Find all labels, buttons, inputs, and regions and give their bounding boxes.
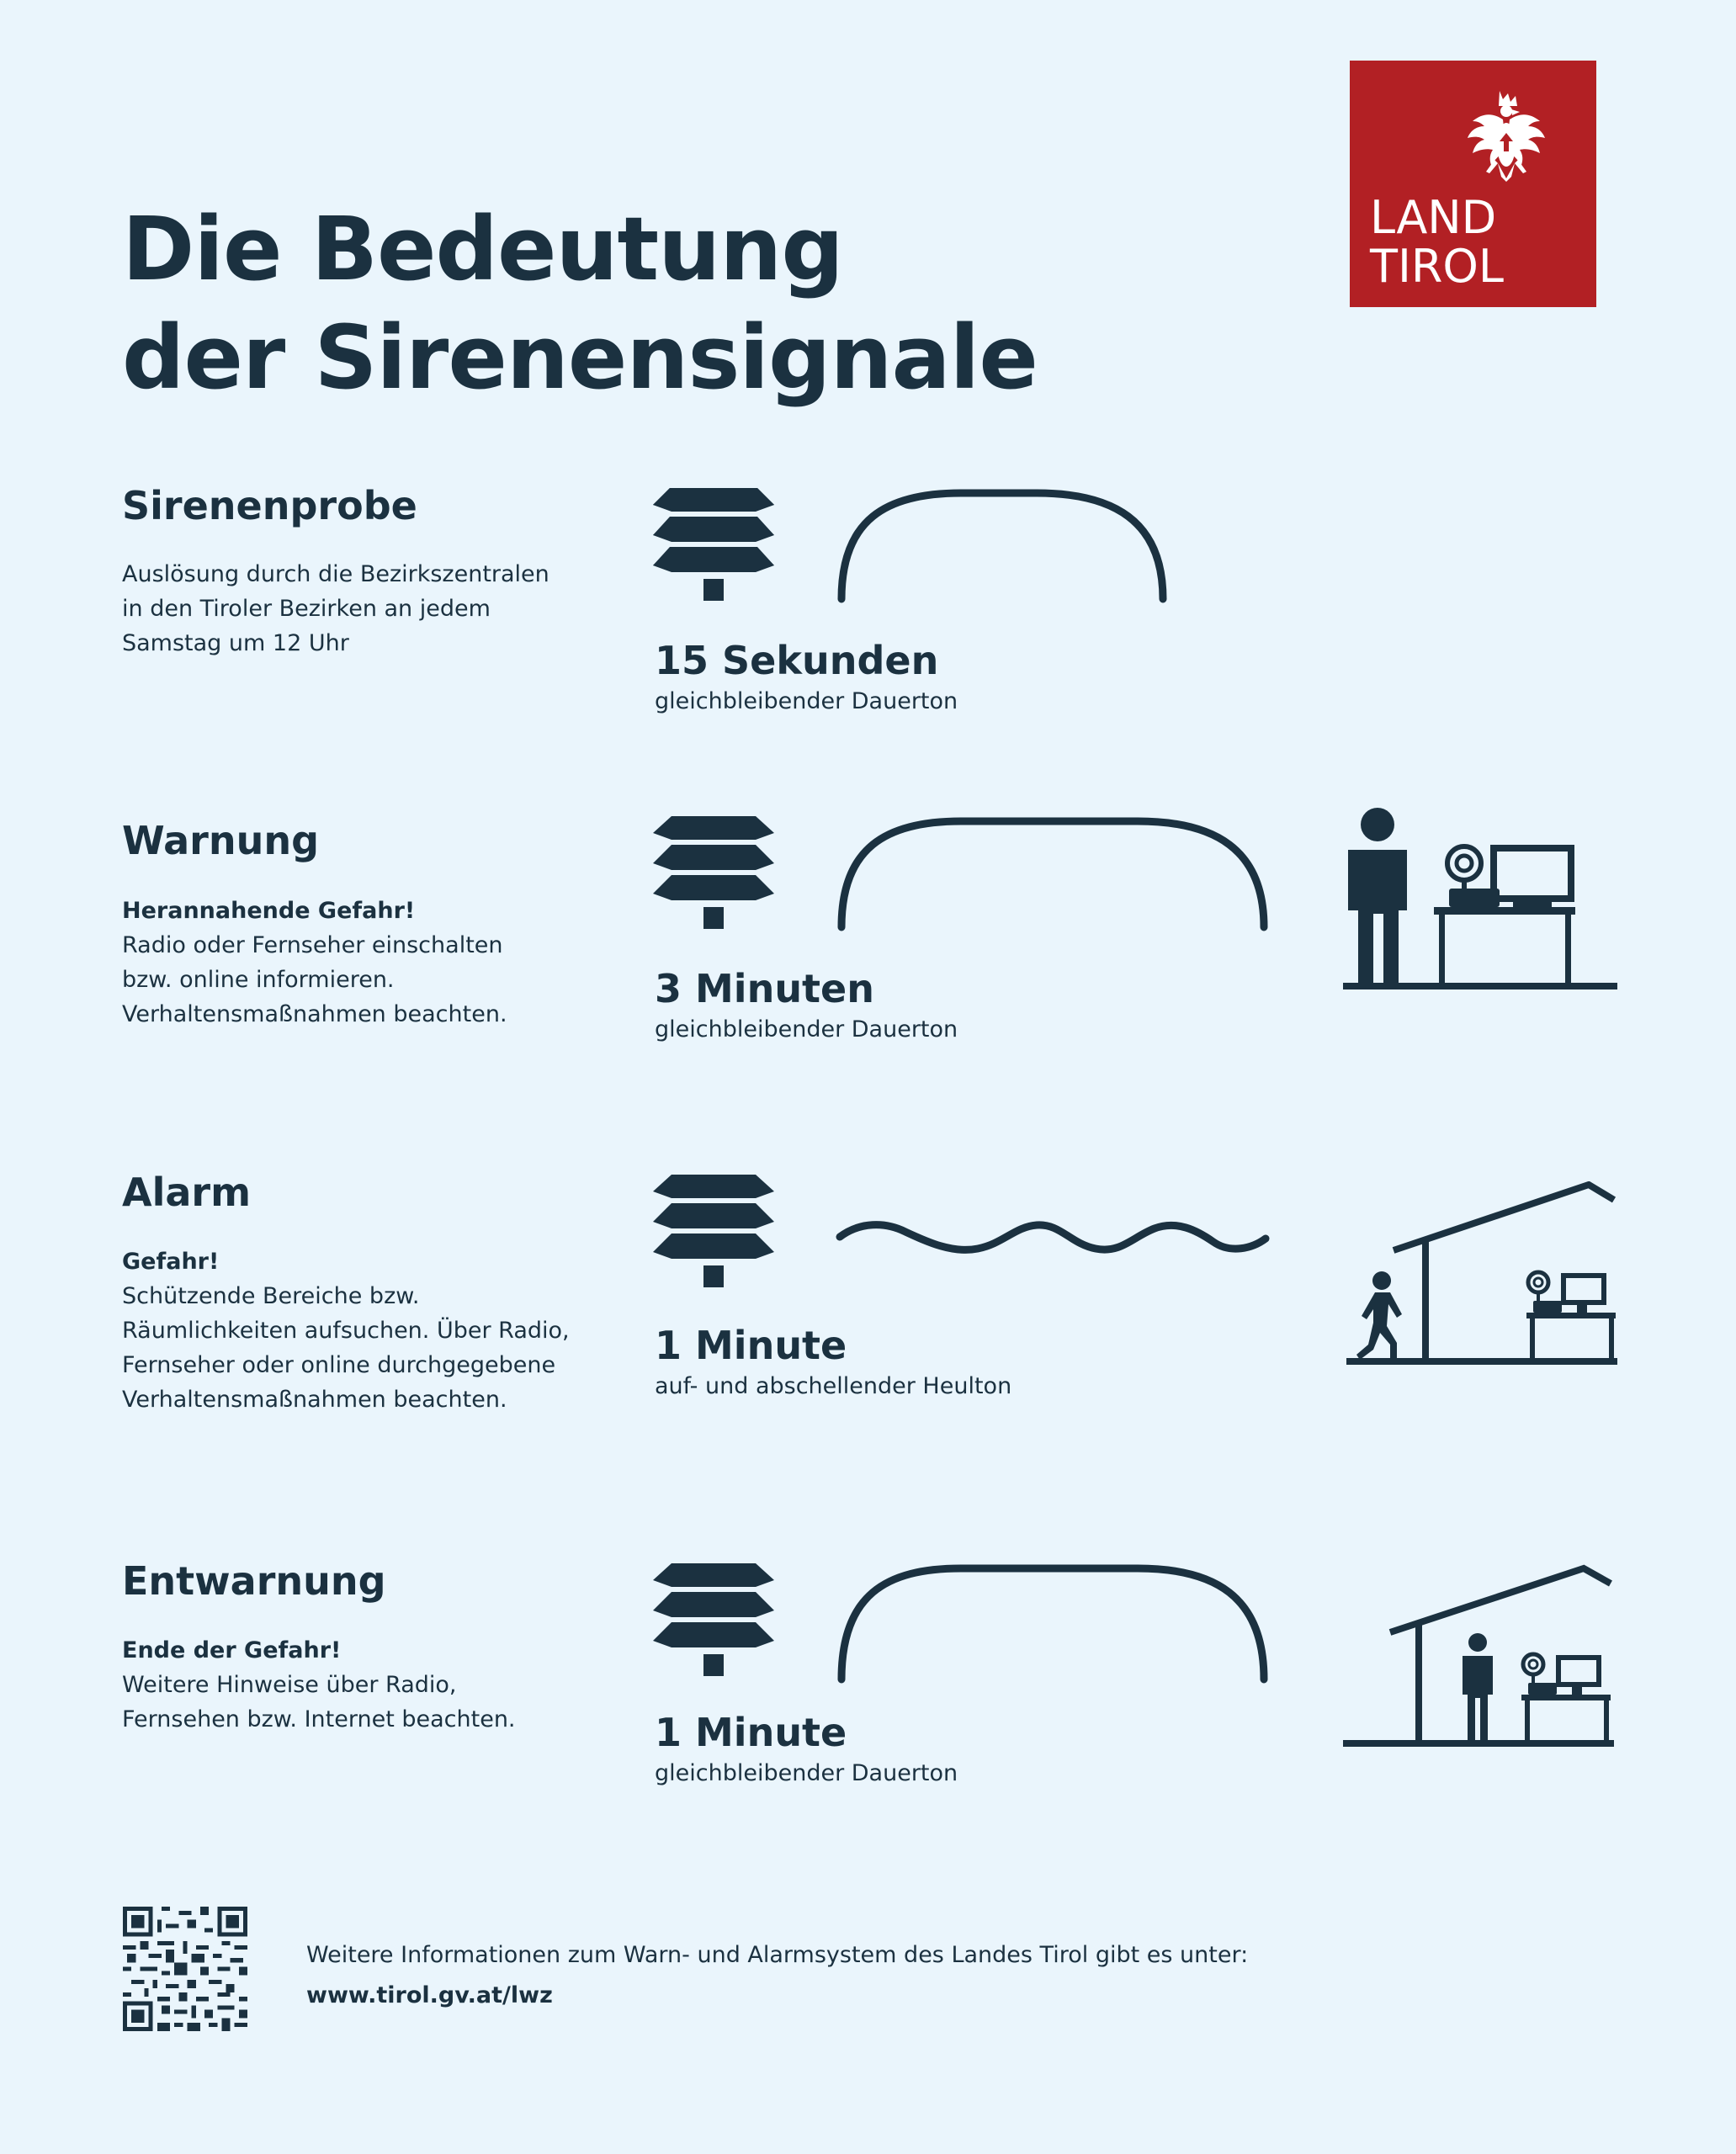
steady-tone-signal-15s [835,486,1171,604]
siren-icon [651,1563,779,1678]
logo-line2: TIROL [1370,239,1505,293]
duration-entwarnung: 1 Minute [655,1710,847,1755]
footer-text: Weitere Informationen zum Warn- und Alarmsystem des Landes Tirol gibt es unter: [306,1942,1249,1968]
steady-tone-signal-1min [835,1562,1272,1684]
logo-line1: LAND [1370,191,1497,244]
person-in-house-icon [1340,1563,1617,1748]
section-title-alarm: Alarm [122,1170,252,1215]
section-subtitle: Gefahr! [122,1249,220,1275]
section-body-alarm [122,1244,593,1417]
section-title-warnung: Warnung [122,818,319,863]
tone-alarm: auf- und abschellender Heulton [655,1373,1012,1399]
siren-icon [651,488,779,602]
section-title-sirenenprobe: Sirenenprobe [122,483,417,528]
section-subtitle: Ende der Gefahr! [122,1637,342,1663]
page-title-line1: Die Bedeutung [122,198,843,300]
steady-tone-signal-3min [835,814,1272,932]
qr-code[interactable] [123,1907,247,2031]
body-line: Räumlichkeiten aufsuchen. Über Radio, [122,1318,570,1344]
section-body-sirenenprobe [122,557,593,661]
body-line: in den Tiroler Bezirken an jedem [122,596,491,622]
body-line: Schützende Bereiche bzw. [122,1283,420,1309]
body-line: Verhaltensmaßnahmen beachten. [122,1001,507,1027]
section-subtitle: Herannahende Gefahr! [122,898,416,924]
land-tirol-logo [1350,61,1596,307]
person-entering-house-icon [1343,1181,1621,1366]
body-line: Fernseher oder online durchgegebene [122,1352,556,1378]
page-title-line2: der Sirenensignale [122,305,1038,409]
footer-info [306,1935,1248,2016]
siren-icon [651,1175,779,1289]
tone-entwarnung: gleichbleibender Dauerton [655,1760,958,1786]
footer-url-link[interactable]: www.tirol.gv.at/lwz [306,1982,553,2008]
person-at-desk-icon [1340,806,1617,991]
duration-alarm: 1 Minute [655,1323,847,1368]
duration-sirenenprobe: 15 Sekunden [655,638,939,683]
siren-icon [651,816,779,931]
body-line: bzw. online informieren. [122,967,395,993]
page-title [122,195,1038,412]
body-line: Verhaltensmaßnahmen beachten. [122,1387,507,1413]
tone-sirenenprobe: gleichbleibender Dauerton [655,688,958,714]
logo-wordmark [1370,191,1505,293]
body-line: Auslösung durch die Bezirkszentralen [122,561,549,587]
body-line: Weitere Hinweise über Radio, [122,1672,457,1698]
body-line: Radio oder Fernseher einschalten [122,932,503,958]
body-line: Fernsehen bzw. Internet beachten. [122,1706,516,1732]
section-body-warnung [122,894,593,1032]
section-body-entwarnung [122,1633,593,1737]
body-line: Samstag um 12 Uhr [122,630,349,656]
section-title-entwarnung: Entwarnung [122,1558,386,1604]
tone-warnung: gleichbleibender Dauerton [655,1016,958,1043]
wailing-tone-signal [835,1212,1272,1262]
duration-warnung: 3 Minuten [655,966,874,1011]
